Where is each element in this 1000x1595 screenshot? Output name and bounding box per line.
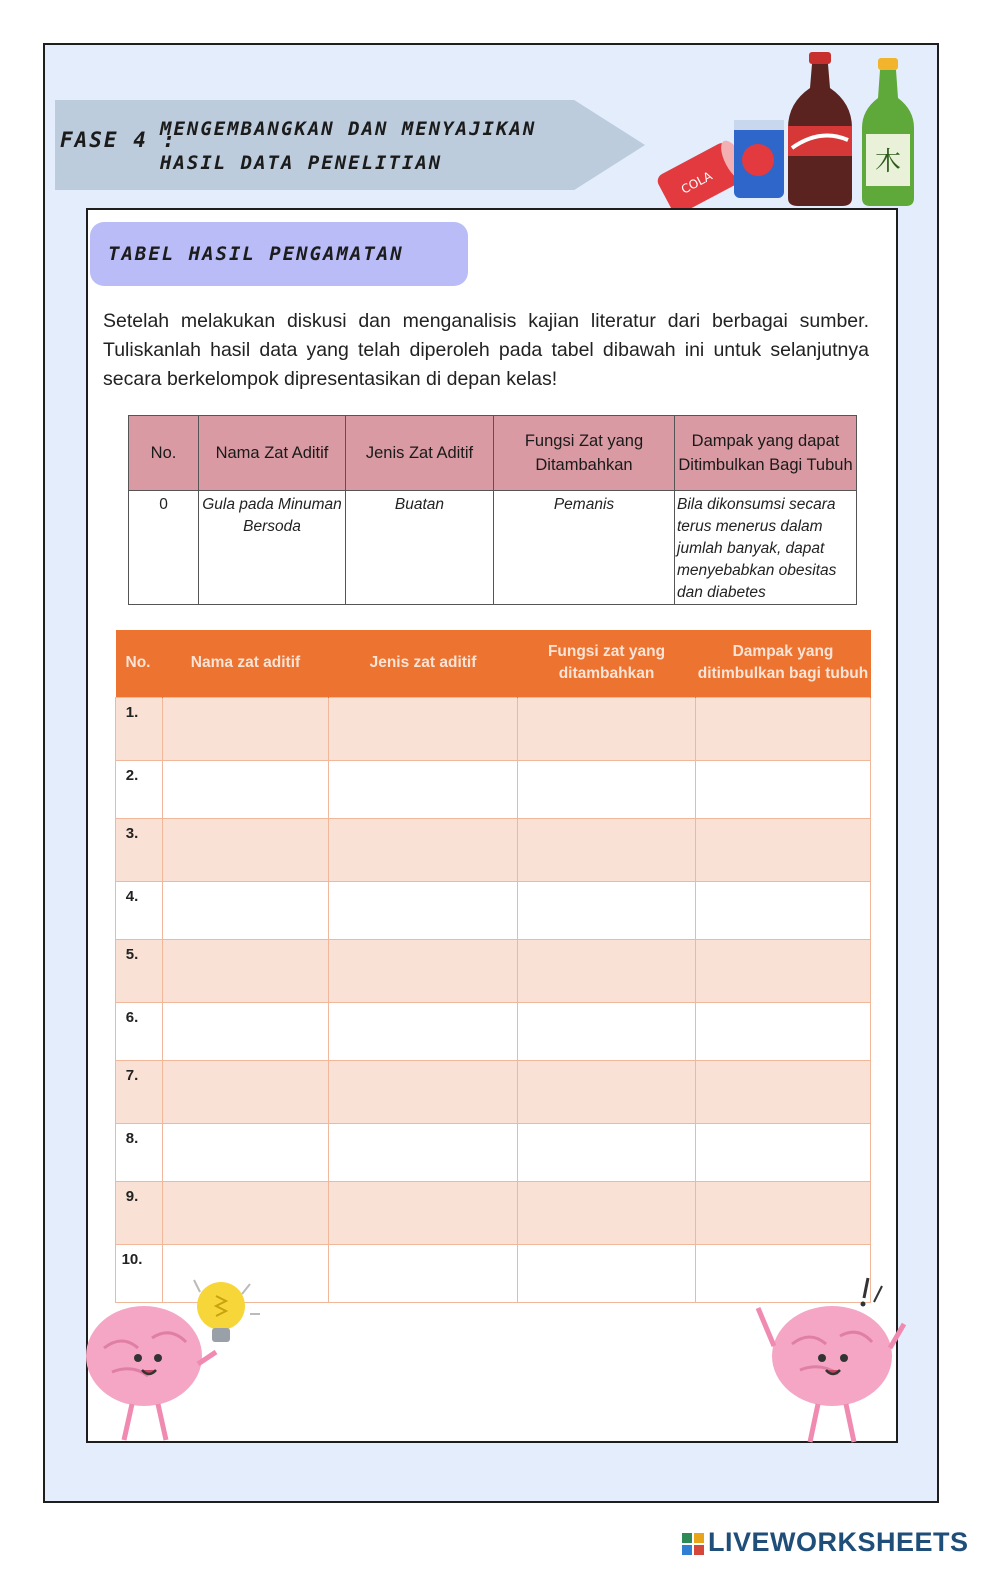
example-cell-name: Gula pada Minuman Bersoda [199,491,346,605]
answer-cell-name[interactable] [163,697,329,760]
answer-cell-name[interactable] [163,760,329,818]
example-cell-impact: Bila dikonsumsi secara terus menerus dalam jumlah banyak, dapat menyebabkan obesitas dan diabetes [675,491,857,605]
answer-cell-type[interactable] [329,1060,518,1123]
exclamation-icon [861,1278,883,1307]
answer-row [116,1060,871,1123]
answer-row [116,1181,871,1244]
answer-cell-impact[interactable] [696,1060,871,1123]
answer-cell-type[interactable] [329,1123,518,1181]
answer-cell-function[interactable] [518,881,696,939]
answer-cell-type[interactable] [329,1181,518,1244]
answer-cell-name[interactable] [163,1002,329,1060]
svg-text:木: 木 [874,147,902,177]
brain-character-left [86,1306,216,1440]
answer-cell-name[interactable] [163,881,329,939]
answer-cell-function[interactable] [518,760,696,818]
answer-header-impact: Dampak yang ditimbulkan bagi tubuh [696,630,871,697]
answer-header-no: No. [116,630,163,697]
answer-cell-type[interactable] [329,697,518,760]
answer-row-number: 1. [116,697,163,760]
liveworksheets-logo-icon [682,1533,704,1555]
answer-cell-type[interactable] [329,818,518,881]
example-cell-type: Buatan [346,491,494,605]
instructions-paragraph: Setelah melakukan diskusi dan menganalisis kajian literatur dari berbagai sumber. Tuliskanlah hasil data yang telah diperoleh pada tabel dibawah ini untuk selanjutnya secara berkelompok dipresentasikan di depan kelas! [103,310,869,390]
answer-row [116,1123,871,1181]
answer-cell-impact[interactable] [696,760,871,818]
answer-cell-function[interactable] [518,1181,696,1244]
answer-cell-name[interactable] [163,818,329,881]
answer-cell-function[interactable] [518,1002,696,1060]
answer-cell-function[interactable] [518,1060,696,1123]
answer-cell-impact[interactable] [696,881,871,939]
answer-cell-type[interactable] [329,881,518,939]
answer-cell-impact[interactable] [696,1002,871,1060]
soda-drinks-illustration [652,48,922,213]
answer-cell-name[interactable] [163,1060,329,1123]
example-header-impact: Dampak yang dapat Ditimbulkan Bagi Tubuh [675,416,857,491]
phase-title-line1: MENGEMBANGKAN DAN MENYAJIKAN [160,118,537,140]
brain-character-right [758,1306,904,1442]
example-cell-no: 0 [129,491,199,605]
answer-cell-type[interactable] [329,1244,518,1302]
phase-label: FASE 4 : [60,128,178,152]
example-cell-function: Pemanis [494,491,675,605]
answer-cell-impact[interactable] [696,697,871,760]
example-header-function: Fungsi Zat yang Ditambahkan [494,416,675,491]
can-label: COLA [678,168,715,197]
phase-title-line2: HASIL DATA PENELITIAN [160,152,443,174]
section-title: TABEL HASIL PENGAMATAN [108,243,404,265]
answer-row-number: 10. [116,1244,163,1302]
answer-header-name: Nama zat aditif [163,630,329,697]
answer-cell-impact[interactable] [696,1123,871,1181]
example-header-no: No. [129,416,199,491]
answer-row-number: 2. [116,760,163,818]
answer-cell-name[interactable] [163,939,329,1002]
lightbulb-icon [194,1280,260,1342]
answer-cell-type[interactable] [329,1002,518,1060]
answer-row-number: 6. [116,1002,163,1060]
answer-header-type: Jenis zat aditif [329,630,518,697]
answer-row [116,939,871,1002]
answer-row [116,1002,871,1060]
answer-row-number: 7. [116,1060,163,1123]
example-header-name: Nama Zat Aditif [199,416,346,491]
brain-lightbulb-illustration [82,1268,272,1446]
answer-cell-impact[interactable] [696,1181,871,1244]
answer-row-number: 8. [116,1123,163,1181]
answer-row-number: 4. [116,881,163,939]
answer-row [116,881,871,939]
blue-can-icon [734,120,784,198]
answer-header-function: Fungsi zat yang ditambahkan [518,630,696,697]
green-bottle-icon [862,58,914,206]
answer-row [116,697,871,760]
cola-bottle-icon [788,52,852,206]
answer-cell-function[interactable] [518,1123,696,1181]
answer-row-number: 9. [116,1181,163,1244]
answer-row-number: 3. [116,818,163,881]
example-table [128,415,857,605]
answer-row-number: 5. [116,939,163,1002]
answer-cell-impact[interactable] [696,818,871,881]
answer-row [116,818,871,881]
example-header-row [129,416,857,491]
answer-row [116,760,871,818]
example-row [129,491,857,605]
example-header-type: Jenis Zat Aditif [346,416,494,491]
answer-cell-function[interactable] [518,1244,696,1302]
answer-cell-function[interactable] [518,818,696,881]
answer-cell-name[interactable] [163,1123,329,1181]
answer-cell-type[interactable] [329,760,518,818]
answer-cell-name[interactable] [163,1181,329,1244]
answer-cell-function[interactable] [518,939,696,1002]
answer-cell-impact[interactable] [696,939,871,1002]
footer-brand[interactable]: LIVEWORKSHEETS [708,1527,969,1557]
brain-exclaim-illustration [752,1272,912,1446]
answer-cell-type[interactable] [329,939,518,1002]
answer-header-row [116,630,871,697]
answer-table [115,630,871,1303]
answer-cell-function[interactable] [518,697,696,760]
